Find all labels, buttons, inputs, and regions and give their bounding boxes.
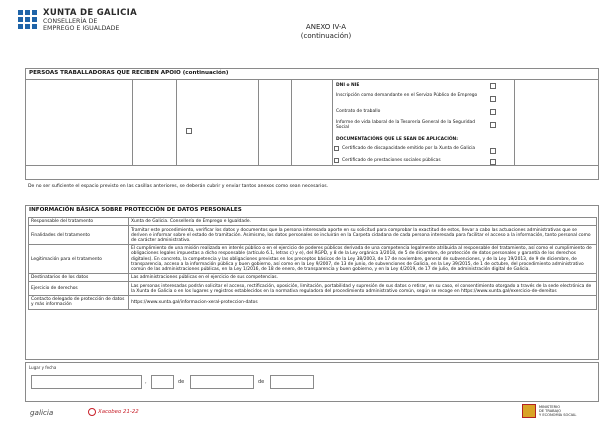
data-protection-title: INFORMACIÓN BÁSICA SOBRE PROTECCIÓN DE DATOS PERSONALES: [29, 207, 242, 213]
grid-divider: [258, 79, 259, 165]
apoyo-section-title: PERSOAS TRABALLADORAS QUE RECIBEN APOIO (continuación): [29, 70, 229, 76]
row-text: Las administraciones públicas en el ejercicio de sus competencias.: [129, 273, 597, 281]
apoyo-note: De no ser suficiente el espacio previsto en las casillas anteriores, se deberán cubrir y enviar tantos anexos como sean necesarios.: [28, 184, 329, 189]
row-label: Finalidades del tratamento: [29, 226, 129, 245]
row-text: Xunta de Galicia. Consellería de Emprego e Igualdade.: [129, 218, 597, 226]
page-footer: [16, 402, 606, 432]
date-place-section: [25, 362, 599, 402]
xacobeo-logo: [88, 408, 139, 416]
doc-dni: DNI o NIE: [336, 83, 360, 88]
de-separator: de: [258, 379, 265, 385]
xunta-logo: [18, 8, 137, 34]
annex-title: [286, 23, 366, 40]
doc-aplicacion-heading: DOCUMENTACIÓNS QUE LE SEAN DE APLICACIÓN:: [336, 137, 458, 142]
month-field[interactable]: [190, 375, 254, 389]
galicia-logo: galicia: [30, 408, 54, 417]
table-row: [29, 218, 597, 226]
row-text: El cumplimiento de una misión realizada en interés público o en el ejercicio de poderes públicos derivada de una competencia legalmente atribuida al responsable del tratamiento, así como el cumplimiento de obligaciones legales impuestas a dicho responsable (artículo 6.1, letras c) y e), del RGPD, y 8 de la Ley orgánica 3/2018, de 5 de diciembre, de protección de datos personales y garantía de los derechos digitales). En concreto, la competencia y las obligaciones previstas en los preceptos básicos de la Ley 38/2003, de 17 de noviembre, general de subvenciones, y de la Ley 19/2013, de 9 de diciembre, de transparencia, acceso a la información pública y buen gobierno, así como en la Ley 9/2007, de 13 de junio, de subvenciones de Galicia, en la Ley 39/2015, de 1 de octubre, del procedimiento administrativo común de las administraciones públicas, en la Ley 1/2016, de 18 de enero, de transparencia y buen gobierno, y en la Ley 4/2019, de 17 de julio, de administración digital de Galicia.: [129, 245, 597, 274]
ministry-line-1: MINISTERIO: [539, 405, 561, 409]
prestaciones-checkbox[interactable]: [334, 158, 339, 163]
doc-vida-laboral: Informe de vida laboral de la Tesorería General de la Seguridad Social: [336, 120, 476, 130]
grid-divider: [291, 79, 292, 165]
inscripcion-checkbox[interactable]: [490, 96, 496, 102]
de-separator: de: [178, 379, 185, 385]
brand-name: XUNTA DE GALICIA: [43, 8, 137, 18]
xacobeo-icon: [88, 408, 96, 416]
row-label: Legitimación para el tratamento: [29, 245, 129, 274]
table-row: [29, 273, 597, 281]
page-header: [16, 6, 606, 56]
apoyo-section: [25, 68, 599, 180]
department-line-2: EMPREGO E IGUALDADE: [43, 25, 120, 33]
year-field[interactable]: [270, 375, 314, 389]
grid-divider: [132, 79, 133, 165]
day-field[interactable]: [151, 375, 174, 389]
discapacidade-aporte-checkbox[interactable]: [490, 148, 496, 154]
date-place-label: Lugar y fecha: [29, 365, 57, 370]
doc-discapacidade: Certificado de discapacidade emitido por la Xunta de Galicia: [342, 146, 476, 151]
dni-checkbox[interactable]: [490, 83, 496, 89]
grid-bottom-border: [26, 165, 598, 166]
row-text: Tramitar este procedimiento, verificar los datos y documentos que la persona interesada aporte en su solicitud para comprobar la exactitud de estos, llevar a cabo las actuaciones administrativas que se deriven e informar sobre el estado de tramitación. Asimismo, los datos personales se incluirán en la Carpeta cidadana de cada persona interesada para facilitar el acceso a la información, tanto personal como de carácter administrativo.: [129, 226, 597, 245]
place-field[interactable]: [31, 375, 142, 389]
grid-divider: [332, 79, 333, 165]
ministry-line-2: DE TRABAJO: [539, 409, 561, 413]
row-label: Destinatarios de los datos: [29, 273, 129, 281]
department-line-1: CONSELLERÍA DE: [43, 18, 98, 25]
grid-top-border: [26, 79, 598, 80]
doc-prestaciones: Certificado de prestaciones sociales públicas: [342, 158, 441, 163]
data-protection-table: [28, 217, 597, 310]
row-label: Contacto delegado de protección de datos y más información: [29, 296, 129, 310]
contrato-checkbox[interactable]: [490, 109, 496, 115]
annex-title-sub: (continuación): [300, 31, 352, 40]
row-text[interactable]: https://www.xunta.gal/informacion-xeral-proteccion-datos: [129, 296, 597, 310]
table-row: [29, 226, 597, 245]
ministry-logo: [522, 404, 591, 418]
vida-laboral-checkbox[interactable]: [490, 122, 496, 128]
discapacidade-checkbox[interactable]: [334, 146, 339, 151]
table-row: [29, 296, 597, 310]
annex-title-main: ANEXO IV-A: [305, 23, 347, 31]
coat-of-arms-icon: [522, 404, 536, 418]
grid-divider: [514, 79, 515, 165]
row-checkbox[interactable]: [186, 128, 192, 134]
table-row: [29, 245, 597, 274]
doc-inscripcion: Inscripción como demandante en el Servizo Público de Emprego: [336, 93, 478, 98]
xunta-logo-icon: [18, 10, 38, 34]
table-row: [29, 282, 597, 296]
data-protection-section: [25, 205, 599, 360]
comma-separator: ,: [145, 379, 147, 385]
row-label: Responsable del tratamento: [29, 218, 129, 226]
ministry-line-3: Y ECONOMÍA SOCIAL: [539, 413, 577, 417]
grid-divider: [176, 79, 177, 165]
prestaciones-aporte-checkbox[interactable]: [490, 159, 496, 165]
xacobeo-label: Xacobeo 21-22: [98, 409, 139, 415]
row-label: Ejercicio de derechos: [29, 282, 129, 296]
apoyo-grid: [26, 79, 598, 179]
doc-contrato: Contrato de traballo: [336, 109, 381, 114]
row-text: Las personas interesadas podrán solicitar el acceso, rectificación, oposición, limitación, portabilidad y supresión de sus datos o retirar, en su caso, el consentimiento otorgado a través de la sede electrónica de la Xunta de Galicia o en los lugares y registros establecidos en la normativa reguladora del procedimiento administrativo común, según se recoge en https://www.xunta.gal/exercicio-de-dereitos: [129, 282, 597, 296]
